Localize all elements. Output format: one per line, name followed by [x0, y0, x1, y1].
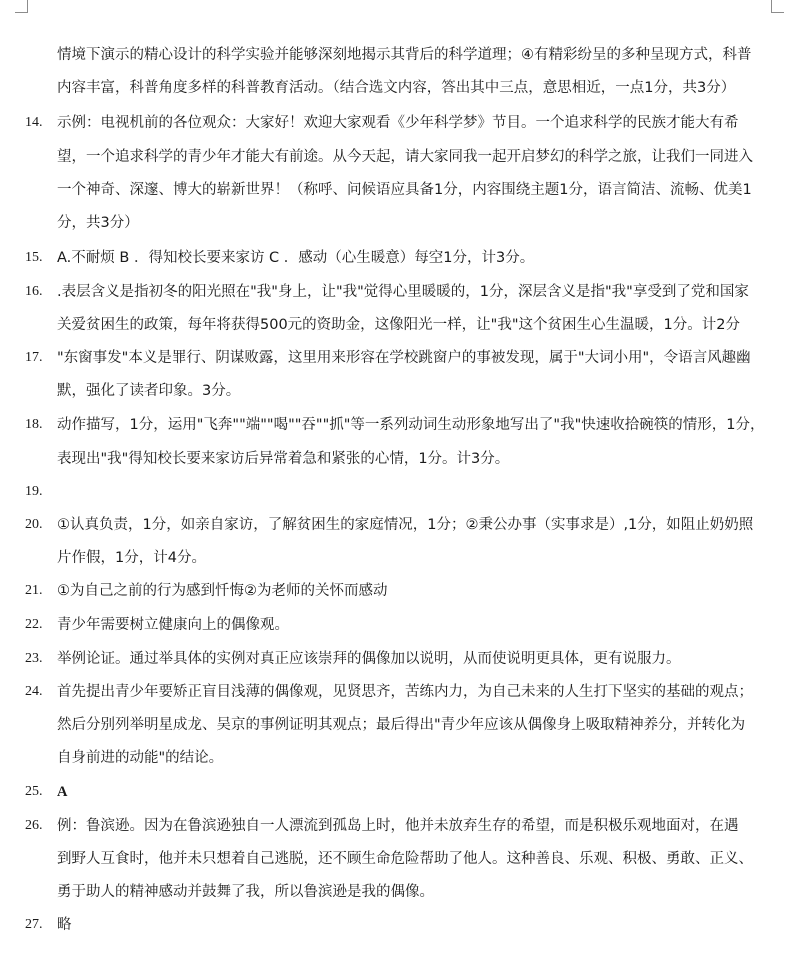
item-number: 15. [25, 250, 43, 265]
text-line: 动作描写，1分，运用"飞奔""端""喝""吞""抓"等一系列动词生动形象地写出了"我"快速收拾碗筷的情形，1分， [57, 417, 765, 433]
item-number: 27. [25, 917, 43, 932]
item-number: 23. [25, 651, 43, 666]
text-line: 例：鲁滨逊。因为在鲁滨逊独自一人漂流到孤岛上时，他并未放弃生存的希望，而是积极乐观地面对，在遇 [57, 818, 739, 834]
item-number: 21. [25, 583, 43, 598]
text-line: 表现出"我"得知校长要来家访后异常着急和紧张的心情，1分。计3分。 [57, 451, 510, 467]
item-number: 19. [25, 484, 43, 499]
text-line: 内容丰富，科普角度多样的科普教育活动。（结合选文内容，答出其中三点，意思相近，一点1分，共3分） [57, 80, 736, 96]
text-line: 举例论证。通过举具体的实例对真正应该崇拜的偶像加以说明，从而使说明更具体，更有说服力。 [57, 651, 681, 667]
item-number: 25. [25, 784, 43, 799]
text-line: 情境下演示的精心设计的科学实验并能够深刻地揭示其背后的科学道理；④有精彩纷呈的多种呈现方式，科普 [57, 47, 752, 63]
text-line: 默，强化了读者印象。3分。 [57, 383, 241, 399]
text-line: ①为自己之前的行为感到忏悔②为老师的关怀而感动 [57, 583, 388, 599]
text-line: 略 [57, 917, 72, 933]
text-line: 示例：电视机前的各位观众：大家好！欢迎大家观看《少年科学梦》节目。一个追求科学的民族才能大有希 [57, 115, 739, 131]
item-number: 20. [25, 517, 43, 532]
text-line: 青少年需要树立健康向上的偶像观。 [57, 617, 289, 633]
text-line: "东窗事发"本义是罪行、阴谋败露，这里用来形容在学校跳窗户的事被发现，属于"大词小用"，令语言风趣幽 [57, 350, 751, 366]
text-line: ①认真负责，1分，如亲自家访，了解贫困生的家庭情况，1分；②秉公办事（实事求是）,1分，如阻止奶奶照 [57, 517, 754, 533]
text-line: 望，一个追求科学的青少年才能大有前途。从今天起，请大家同我一起开启梦幻的科学之旅，让我们一同进入 [57, 149, 753, 165]
item-number: 17. [25, 350, 43, 365]
text-line: .表层含义是指初冬的阳光照在"我"身上，让"我"觉得心里暖暖的，1分，深层含义是指"我"享受到了党和国家 [57, 284, 749, 300]
item-number: 14. [25, 115, 43, 130]
text-line: 片作假，1分，计4分。 [57, 550, 206, 566]
text-line: 勇于助人的精神感动并鼓舞了我，所以鲁滨逊是我的偶像。 [57, 884, 434, 900]
item-number: 24. [25, 684, 43, 699]
text-line: 一个神奇、深邃、博大的崭新世界！（称呼、问候语应具备1分，内容围绕主题1分，语言简洁、流畅、优美1 [57, 182, 752, 198]
item-number: 26. [25, 818, 43, 833]
text-line: 到野人互食时，他并未只想着自己逃脱，还不顾生命危险帮助了他人。这种善良、乐观、积极、勇敢、正义、 [57, 851, 753, 867]
text-line: 然后分别列举明星成龙、吴京的事例证明其观点；最后得出"青少年应该从偶像身上吸取精神养分，并转化为 [57, 717, 746, 733]
item-number: 16. [25, 284, 43, 299]
text-line: 自身前进的动能"的结论。 [57, 750, 224, 766]
text-line: 首先提出青少年要矫正盲目浅薄的偶像观，见贤思齐，苦练内力，为自己未来的人生打下坚实的基础的观点； [57, 684, 753, 700]
item-number: 18. [25, 417, 43, 432]
corner-mark-top-left [15, 0, 28, 13]
text-line: 关爱贫困生的政策，每年将获得500元的资助金，这像阳光一样，让"我"这个贫困生心生温暖，1分。计2分 [57, 317, 740, 333]
text-line: A [57, 784, 68, 800]
text-line: A.不耐烦 B ．得知校长要来家访 C ．感动（心生暖意）每空1分，计3分。 [57, 250, 535, 266]
text-line: 分，共3分） [57, 215, 139, 231]
item-number: 22. [25, 617, 43, 632]
corner-mark-top-right [771, 0, 784, 13]
